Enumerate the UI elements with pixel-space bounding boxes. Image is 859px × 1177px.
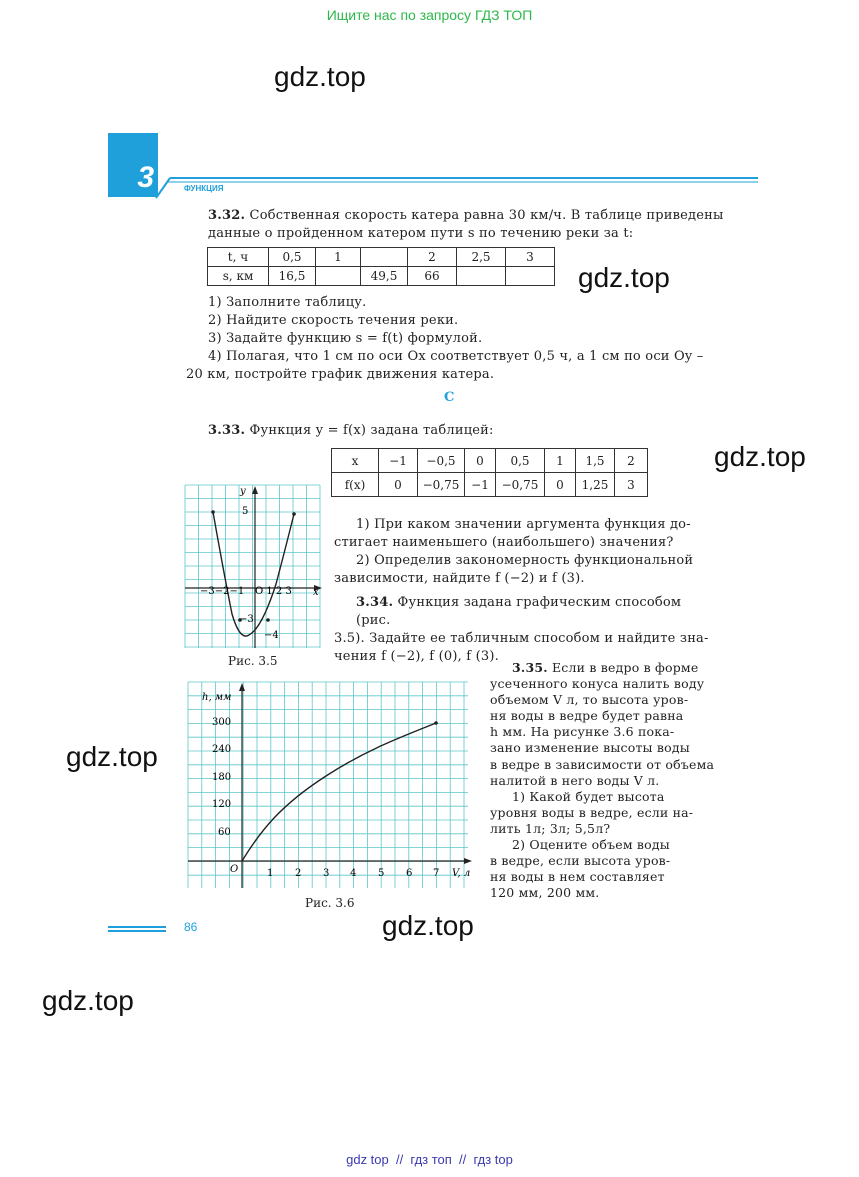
top-banner[interactable]: Ищите нас по запросу ГДЗ ТОП [326, 7, 533, 23]
table-cell [506, 267, 555, 286]
text-line: в ведре в зависимости от объема [490, 756, 715, 772]
text-line: ня воды в нем составляет [490, 869, 665, 885]
problem-3-33-questions [334, 516, 719, 588]
problem-3-34 [334, 594, 719, 666]
problem-3-33-intro [208, 422, 494, 440]
table-cell: 1,5 [576, 449, 615, 473]
tick-label: 240 [212, 744, 232, 755]
table-cell: 0,5 [269, 248, 316, 267]
watermark: gdz.top [66, 741, 158, 772]
tick-label: −3−2−1 [200, 586, 245, 597]
table-cell: 2 [615, 449, 648, 473]
table-3-32 [207, 247, 555, 286]
problem-3-35 [490, 660, 718, 901]
chapter-rule [150, 170, 760, 200]
text-line: ня воды в ведре будет равна [490, 708, 684, 724]
arrow-icon [464, 858, 472, 864]
figure-3-5 [184, 484, 324, 649]
task-item: 2) Найдите скорость течения реки. [208, 313, 459, 328]
text-line: 1) При каком значении аргумента функция до- [356, 517, 691, 532]
watermark: gdz.top [274, 61, 366, 92]
problem-label: 3.34. [356, 595, 394, 610]
text-line: Функция задана графическим способом (рис. [356, 595, 682, 628]
table-cell: 2,5 [457, 248, 506, 267]
task-item: 4) Полагая, что 1 см по оси Ox соответствует 0,5 ч, а 1 см по оси Oy – [208, 349, 704, 364]
task-item: 3) Задайте функцию s = f(t) формулой. [208, 331, 483, 346]
tick-label: 5 [378, 868, 385, 879]
table-cell: s, км [208, 267, 269, 286]
table-cell [316, 267, 361, 286]
page-rule [108, 930, 166, 932]
text-line: объемом V л, то высота уров- [490, 692, 689, 708]
tick-label: 2 [295, 868, 302, 879]
problem-label: 3.33. [208, 423, 246, 438]
table-cell: 16,5 [269, 267, 316, 286]
table-cell: f(x) [332, 473, 379, 497]
text-line: h мм. На рисунке 3.6 пока- [490, 724, 675, 740]
table-row [332, 449, 648, 473]
text-line: зависимости, найдите f (−2) и f (3). [334, 571, 585, 586]
page-rule [108, 926, 166, 928]
table-row [208, 248, 555, 267]
problem-3-32-items [186, 294, 728, 384]
x-axis-label: x [313, 587, 319, 598]
tick-label: O 1 2 3 [255, 586, 292, 597]
table-cell: −1 [465, 473, 496, 497]
text-line: чения f (−2), f (0), f (3). [334, 649, 499, 664]
problem-text: данные о пройденном катером пути s по течению реки за t: [208, 226, 634, 241]
footer-links[interactable]: gdz top // гдз топ // гдз top [346, 1152, 513, 1167]
tick-label: 5 [242, 506, 249, 517]
tick-label: −3 [239, 614, 254, 625]
watermark: gdz.top [42, 985, 134, 1016]
problem-label: 3.32. [208, 208, 246, 223]
tick-label: 60 [218, 827, 231, 838]
table-cell: −0,75 [496, 473, 545, 497]
table-cell [457, 267, 506, 286]
y-axis-label: h, мм [202, 692, 232, 703]
table-cell: 0 [379, 473, 418, 497]
task-item: 1) Заполните таблицу. [208, 295, 367, 310]
text-line: уровня воды в ведре, если на- [490, 804, 694, 820]
table-cell: 49,5 [361, 267, 408, 286]
table-cell: −0,75 [418, 473, 465, 497]
tick-label: 120 [212, 799, 232, 810]
chapter-title: ФУНКЦИЯ [184, 184, 224, 193]
text-line: в ведре, если высота уров- [490, 853, 671, 869]
grid [188, 682, 471, 888]
text-line: 120 мм, 200 мм. [490, 885, 600, 901]
watermark: gdz.top [578, 262, 670, 293]
chapter-number: 3 [137, 161, 154, 194]
table-cell: 0,5 [496, 449, 545, 473]
tick-label: 180 [212, 772, 232, 783]
table-cell [361, 248, 408, 267]
text-line: усеченного конуса налить воду [490, 676, 705, 692]
x-axis-label: V, л [452, 868, 471, 879]
table-cell: 2 [408, 248, 457, 267]
origin-label: O [230, 864, 239, 875]
text-line: налитой в него воды V л. [490, 772, 660, 788]
tick-label: 6 [406, 868, 413, 879]
tick-label: 3 [323, 868, 330, 879]
table-cell: 66 [408, 267, 457, 286]
table-cell: −1 [379, 449, 418, 473]
table-cell: 1 [545, 449, 576, 473]
table-cell: 0 [545, 473, 576, 497]
table-cell: 1 [316, 248, 361, 267]
table-3-33 [331, 448, 648, 497]
tick-label: 1 [267, 868, 274, 879]
text-line: лить 1л; 3л; 5,5л? [490, 820, 611, 836]
arrow-icon [239, 683, 245, 691]
text-line: Если в ведро в форме [551, 660, 699, 675]
text-line: 2) Определив закономерность функциональной [356, 553, 694, 568]
text-line: 2) Оцените объем воды [512, 837, 670, 853]
figure-3-6 [186, 680, 486, 892]
figure-caption: Рис. 3.5 [228, 654, 278, 668]
text-line: зано изменение высоты воды [490, 740, 690, 756]
problem-label: 3.35. [512, 660, 548, 675]
problem-text: Функция y = f(x) задана таблицей: [249, 423, 494, 438]
y-axis-label: y [240, 486, 246, 497]
table-cell: 0 [465, 449, 496, 473]
problem-text: Собственная скорость катера равна 30 км/ч. В таблице приведены [249, 208, 724, 223]
watermark: gdz.top [382, 910, 474, 941]
table-row [332, 473, 648, 497]
figure-caption: Рис. 3.6 [305, 896, 355, 910]
table-cell: x [332, 449, 379, 473]
text-line: 3.5). Задайте ее табличным способом и найдите зна- [334, 631, 709, 646]
tick-label: 7 [433, 868, 440, 879]
page-number: 86 [184, 920, 198, 934]
task-item: 20 км, постройте график движения катера. [186, 367, 495, 382]
tick-label: 300 [212, 717, 232, 728]
text-line: 1) Какой будет высота [512, 788, 665, 804]
table-cell: −0,5 [418, 449, 465, 473]
section-letter: C [444, 390, 455, 405]
table-row [208, 267, 555, 286]
table-cell: 3 [506, 248, 555, 267]
table-cell: 3 [615, 473, 648, 497]
tick-label: −4 [264, 630, 279, 641]
table-cell: t, ч [208, 248, 269, 267]
problem-3-32-intro [208, 207, 738, 243]
watermark: gdz.top [714, 441, 806, 472]
text-line: стигает наименьшего (наибольшего) значения? [334, 535, 674, 550]
tick-label: 4 [350, 868, 357, 879]
table-cell: 1,25 [576, 473, 615, 497]
